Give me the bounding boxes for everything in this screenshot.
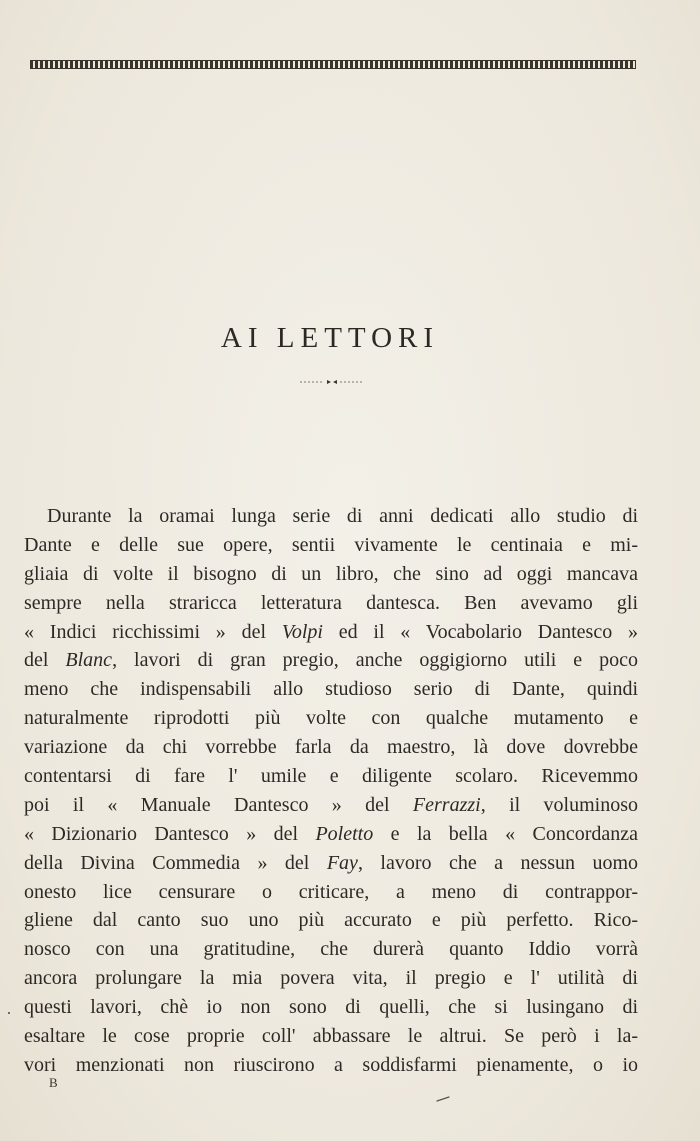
page-title: AI LETTORI — [220, 322, 440, 354]
text-line: esaltare le cose proprie coll' abbassare le altrui. Se però i la- — [24, 1025, 638, 1048]
text-line: della Divina Commedia » del Fay, lavoro che a nessun uomo — [24, 851, 638, 874]
text-line: sempre nella straricca letteratura dantesca. Ben avevamo gli — [24, 591, 638, 614]
author-name-italic: Blanc — [65, 649, 113, 672]
text-line: gliaia di volte il bisogno di un libro, che sino ad oggi mancava — [24, 562, 638, 585]
body-text — [24, 502, 638, 1080]
text-line: poi il « Manuale Dantesco » del Ferrazzi, il voluminoso — [24, 793, 638, 816]
text-line: « Indici ricchissimi » del Volpi ed il « Vocabolario Dantesco » — [24, 620, 638, 643]
text-line: questi lavori, chè io non sono di quelli, che si lusingano di — [24, 996, 638, 1019]
author-name-italic: Ferrazzi — [412, 793, 481, 816]
text-line: variazione da chi vorrebbe farla da maestro, là dove dovrebbe — [24, 736, 638, 759]
title-ornament-icon — [300, 379, 364, 385]
text-line: gliene dal canto suo uno più accurato e più perfetto. Rico- — [24, 909, 638, 932]
text-line: nosco con una gratitudine, che durerà quanto Iddio vorrà — [24, 938, 638, 961]
text-line: Dante e delle sue opere, sentii vivamente le centinaia e mi- — [24, 533, 638, 556]
author-name-italic: Fay — [326, 851, 358, 874]
text-line: Durante la oramai lunga serie di anni dedicati allo studio di — [47, 505, 638, 527]
text-line: contentarsi di fare l' umile e diligente scolaro. Ricevemmo — [24, 765, 638, 788]
text-line: onesto lice censurare o criticare, a meno di contrappor- — [24, 880, 638, 903]
text-line: « Dizionario Dantesco » del Poletto e la bella « Concordanza — [24, 822, 639, 845]
header-ornament-band — [30, 60, 636, 69]
text-line: del Blanc, lavori di gran pregio, anche oggigiorno utili e poco — [24, 649, 638, 672]
text-line: naturalmente riprodotti più volte con qualche mutamento e — [24, 707, 638, 730]
text-line: meno che indispensabili allo studioso serio di Dante, quindi — [24, 678, 638, 701]
ink-smudge-icon — [436, 1096, 450, 1102]
text-line: vori menzionati non riuscirono a soddisfarmi pienamente, o io — [24, 1053, 638, 1076]
text-line: ancora prolungare la mia povera vita, il pregio e l' utilità di — [24, 967, 638, 990]
author-name-italic: Volpi — [281, 620, 323, 643]
margin-ink-dot — [8, 1012, 10, 1014]
author-name-italic: Poletto — [315, 822, 374, 845]
signature-mark: B — [49, 1075, 58, 1090]
